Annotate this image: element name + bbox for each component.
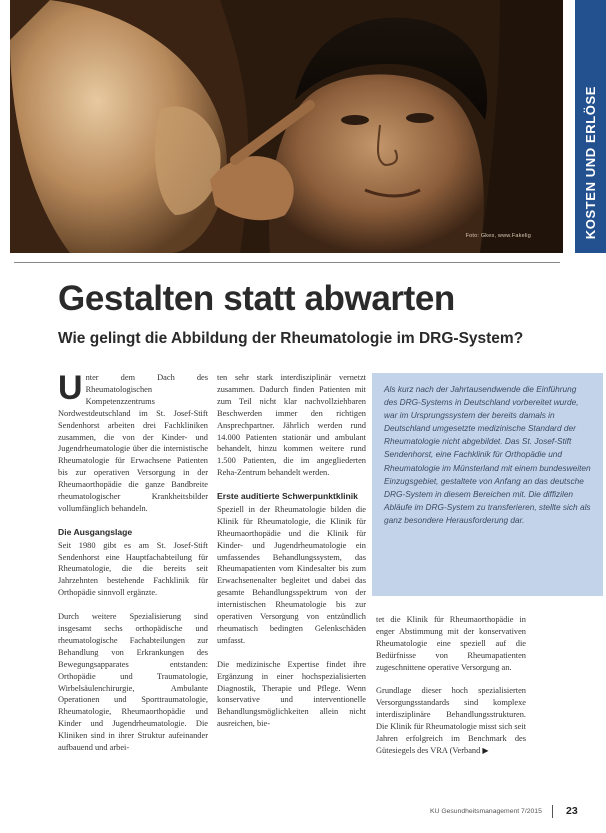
paragraph: Speziell in der Rheumatologie bilden die Klinik für Rheumatologie, die Klinik für Rheumaorthopädie und die Klinik für Kinder- und Jugendrheumatologie ein umfassendes Behandlungssystem, das Rheumapatienten vom Kindesalter bis zum Erwachsenenalter begleitet und dabei das gesamte Behandlungsspektrum von der internistischen Rheumatologie bis zur operativen Versorgung von entzündlich rheumatisch bedingten Gelenkschäden umfasst. [217,504,366,645]
paragraph: Durch weitere Spezialisierung sind insgesamt sechs orthopädische und rheumatologische Fachabteilungen zur Behandlung von Erkrankungen des Bewegungsapparates entstanden: Orthopädie und Traumatologie, Wirbelsäulenchirurgie, Ambulante Operationen und Sporttraumatologie, Rheumatologie, Rheumaorthopädie und Kinder und Jugendrheumatologie. Die Kliniken sind in ihrer Struktur aufeinander aufbauend und arbei- [58,612,208,753]
continue-arrow-icon: ▶ [482,745,489,755]
intro-paragraph [58,369,208,515]
article-subtitle: Wie gelingt die Abbildung der Rheumatologie im DRG-System? [58,330,524,347]
journal-name: KU Gesundheitsmanagement 7/2015 [430,808,542,815]
article-title: Gestalten statt abwarten [58,279,455,318]
paragraph: Seit 1980 gibt es am St. Josef-Stift Sendenhorst eine Hauptfachabteilung für Rheumatologie, die die bereits seit Jahrzehnten bestehende Fachklinik für Orthopädie sinnvoll ergänzte. [58,540,208,598]
intro-text: nter dem Dach des Rheumatologischen Kompetenzzentrums Nordwestdeutschland im St. Josef-Stift Sendenhorst arbeiten drei Fachkliniken zusammen, die von der Kinder- und Jugendrheumatologie über die internistische Rheumatologie für Erwachsene Patienten bis zur operativen Versorgung in der Rheumaorthopädie die ganze Bandbreite rheumatologischer Krankheitsbilder vollumfänglich behandeln. [58,373,208,513]
callout-box [372,373,603,596]
sculptor-photo-illustration [10,0,563,253]
page-number: 23 [566,805,578,817]
drop-cap: U [58,369,83,407]
section-heading: Die Ausgangslage [58,526,133,537]
header-photo [10,0,563,253]
callout-text: Als kurz nach der Jahrtausendwende die Einführung des DRG-Systems in Deutschland vorbereitet wurde, war im Ursprungssystem der bereits damals in Deutschland umgesetzte medizinische Standard der Rheumatologie nicht abgebildet. Das St. Josef-Stift Sendenhorst, eine Fachklinik für Orthopädie und Rheumatologie im Münsterland mit einem bundesweiten Einzugsgebiet, gestaltete von Anfang an das deutsche DRG-System in diesem Bereichen mit. Die diffizilen Abläufe im DRG-System zu transferieren, stellte sich als ganz besondere Herausforderung dar. [384,384,591,525]
paragraph: Die medizinische Expertise findet ihre Ergänzung in einer hochspezialisierten Diagnostik, Therapie und Pflege. Wenn konservative und interventionelle Behandlungsmöglichkeiten allein nicht ausreichen, bie- [217,659,366,729]
section-tab [575,0,606,253]
photo-credit: Foto: Gkes, www.Fakelig [465,233,531,239]
paragraph: tet die Klinik für Rheumaorthopädie in enger Abstimmung mit der konservativen Rheumatologie eine speziell auf die Bedürfnisse von Rheumapatienten zugeschnittene operative Versorgung an. [376,615,526,672]
section-heading: Erste auditierte Schwerpunktklinik [217,491,358,502]
page-footer [430,805,590,819]
paragraph [376,685,526,756]
section-tab-label: KOSTEN UND ERLÖSE [583,85,598,239]
footer-separator [552,805,553,818]
text-column-2 [217,372,366,742]
paragraph: ten sehr stark interdisziplinär vernetzt zusammen. Dadurch finden Patienten mit zum Teil nicht klar nachvollziehbaren Beschwerden immer den richtigen Ansprechpartner. Jährlich werden rund 14.000 Patienten stationär und ambulant behandelt, hinzu kommen weitere rund 1.500 Patienten, die im angegliederten Reha-Zentrum behandelt werden. [217,373,366,478]
text-column-1 [58,369,208,766]
paragraph-text: Grundlage dieser hoch spezialisierten Versorgungsstandards sind komplexe interdisziplinäre Behandlungsstrukturen. Die Klinik für Rheumatologie misst sich seit Jahren erfolgreich im Benchmark des Gütesiegels des VRA (Verband [376,686,526,755]
text-column-3 [376,614,526,769]
divider [14,262,560,263]
